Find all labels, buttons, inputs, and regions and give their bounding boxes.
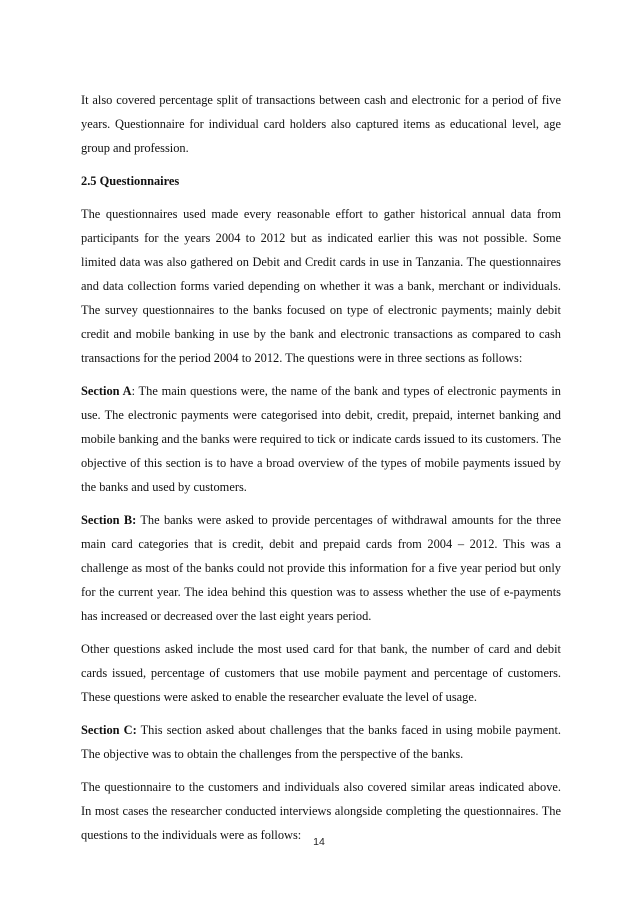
section-a-text: : The main questions were, the name of the bank and types of electronic payments in use. The electronic payments were categorised into debit, credit, prepaid, internet banking and mobile banking and the banks were required to tick or indicate cards issued to its customers. The objective of this section is to have a broad overview of the types of mobile payments issued by the banks and used by customers.: [81, 384, 561, 494]
section-heading: 2.5 Questionnaires: [81, 174, 180, 188]
section-b-label: Section B:: [81, 513, 137, 527]
section-b-paragraph: [81, 508, 561, 628]
page-number: 14: [313, 836, 325, 848]
section-c-text: This section asked about challenges that the banks faced in using mobile payment. The objective was to obtain the challenges from the perspective of the banks.: [81, 723, 562, 761]
section-a-paragraph: [81, 379, 561, 499]
intro-paragraph: It also covered percentage split of transactions between cash and electronic for a period of five years. Questionnaire for individual card holders also captured items as educational level, age group and profession.: [81, 93, 561, 155]
document-page: [81, 88, 561, 847]
section-c-label: Section C:: [81, 723, 137, 737]
section-c-paragraph: [81, 718, 561, 766]
questionnaires-paragraph: The questionnaires used made every reasonable effort to gather historical annual data from participants for the years 2004 to 2012 but as indicated earlier this was not possible. Some limited data was also gathered on Debit and Credit cards in use in Tanzania. The questionnaires and data collection forms varied depending on whether it was a bank, merchant or individuals. The survey questionnaires to the banks focused on type of electronic payments; mainly debit credit and mobile banking in use by the bank and electronic transactions as compared to cash transactions for the period 2004 to 2012. The questions were in three sections as follows:: [81, 207, 561, 365]
other-questions-paragraph: Other questions asked include the most used card for that bank, the number of card and debit cards issued, percentage of customers that use mobile payment and percentage of customers. These questions were asked to enable the researcher evaluate the level of usage.: [81, 642, 561, 704]
customers-paragraph: The questionnaire to the customers and individuals also covered similar areas indicated above. In most cases the researcher conducted interviews alongside completing the questionnaires. The questions to the individuals were as follows:: [81, 780, 561, 842]
section-b-text: The banks were asked to provide percentages of withdrawal amounts for the three main card categories that is credit, debit and prepaid cards from 2004 – 2012. This was a challenge as most of the banks could not provide this information for a five year period but only for the current year. The idea behind this question was to assess whether the use of e-payments has increased or decreased over the last eight years period.: [81, 513, 561, 623]
section-a-label: Section A: [81, 384, 132, 398]
